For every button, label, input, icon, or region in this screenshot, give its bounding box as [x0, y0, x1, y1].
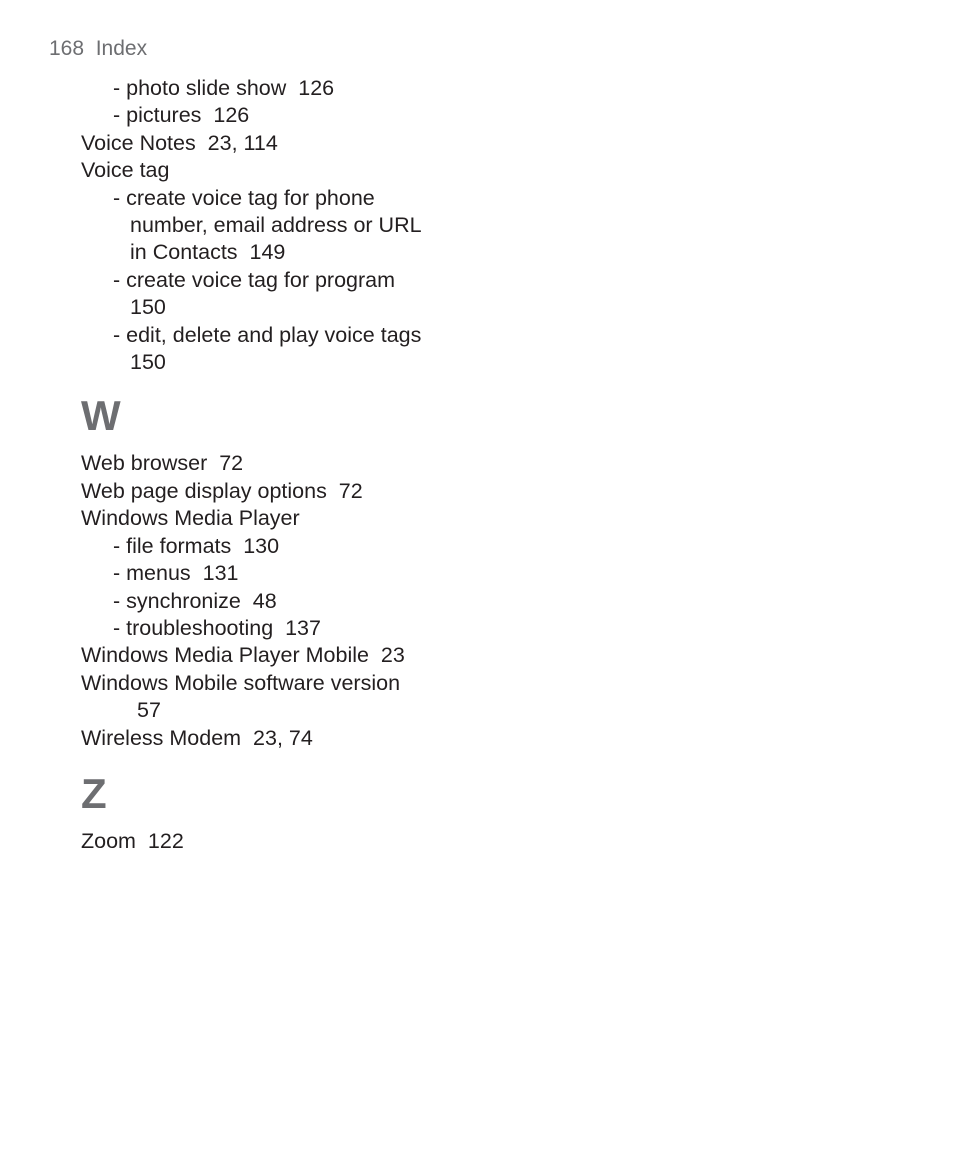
index-entry: Windows Mobile software version [81, 670, 401, 695]
index-entry: Web page display options 72 [81, 478, 363, 503]
index-entry: - file formats 130 [113, 533, 280, 558]
index-entry-continuation: in Contacts 149 [130, 240, 286, 265]
index-entry: Wireless Modem 23, 74 [81, 725, 313, 750]
index-entry-continuation: number, email address or URL [130, 213, 422, 238]
page-number: 168 [49, 37, 85, 60]
index-entry: - pictures 126 [113, 103, 250, 128]
index-entry-continuation: 150 [130, 350, 166, 375]
page-header [49, 37, 147, 61]
section-letter-w: W [81, 392, 121, 440]
index-group-z [81, 828, 501, 855]
index-entry-continuation: 150 [130, 295, 166, 320]
index-group-w [81, 450, 501, 751]
index-entry: - create voice tag for program [113, 267, 396, 292]
index-entry: - photo slide show 126 [113, 76, 335, 100]
index-entry: Web browser 72 [81, 451, 244, 476]
index-entry: Zoom 122 [81, 828, 184, 853]
index-entry: Voice tag [81, 158, 170, 183]
index-entry: Windows Media Player [81, 506, 300, 531]
index-entry: - edit, delete and play voice tags [113, 322, 422, 347]
index-entry: - create voice tag for phone [113, 185, 375, 210]
index-group-v-continued [81, 75, 501, 376]
index-entry: - troubleshooting 137 [113, 615, 321, 640]
index-entry: - synchronize 48 [113, 588, 277, 613]
index-entry-continuation: 57 [137, 698, 161, 723]
header-section-title: Index [95, 37, 148, 60]
index-column [81, 75, 501, 855]
section-letter-z: Z [81, 769, 107, 817]
index-entry: Voice Notes 23, 114 [81, 130, 278, 155]
index-entry: Windows Media Player Mobile 23 [81, 643, 405, 668]
index-entry: - menus 131 [113, 561, 239, 586]
